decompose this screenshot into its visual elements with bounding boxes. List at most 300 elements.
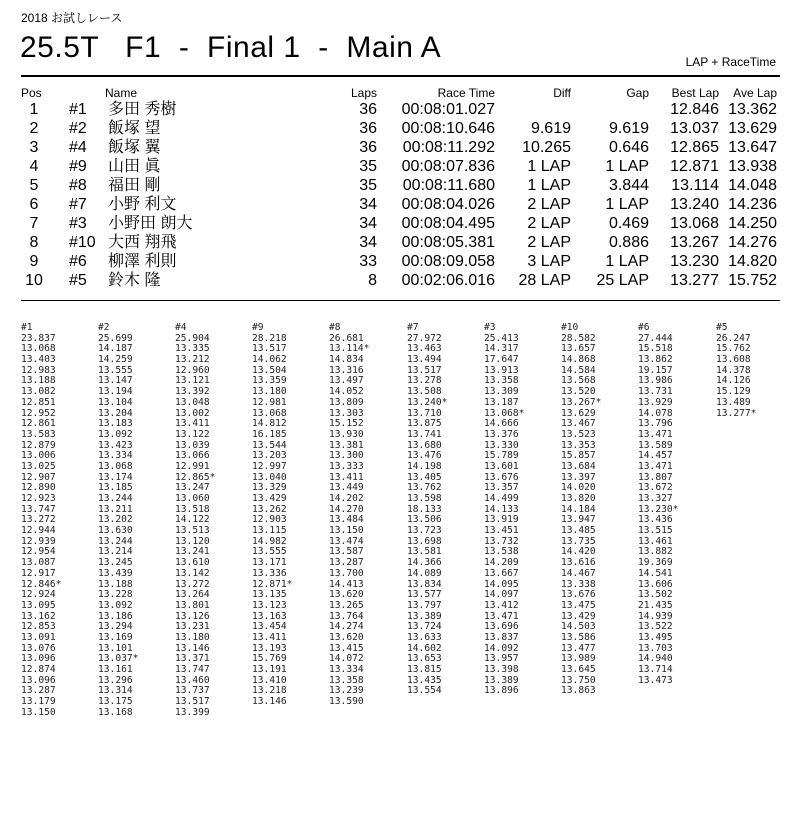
lap-time: 13.204 (98, 407, 133, 419)
table-row (21, 233, 781, 252)
lap-time: 13.399 (175, 706, 210, 718)
lap-time: 14.939 (638, 610, 673, 622)
lap-time: 13.171 (252, 557, 287, 569)
lap-time: 13.929 (638, 396, 673, 408)
lap-time: 13.616 (561, 557, 596, 569)
lap-time: 13.211 (98, 503, 133, 515)
lap-time: 13.429 (561, 610, 596, 622)
lap-time: 13.180 (252, 386, 287, 398)
lap-time: 13.461 (638, 535, 673, 547)
lap-time: 13.502 (638, 589, 673, 601)
lap-time: 13.653 (407, 653, 442, 665)
lap-time: 13.517 (407, 364, 442, 376)
lap-time: 13.986 (638, 375, 673, 387)
lap-time: 13.451 (484, 525, 519, 537)
lap-time: 13.807 (638, 471, 673, 483)
lap-time: 13.228 (98, 589, 133, 601)
lap-time: 13.710 (407, 407, 442, 419)
lap-time: 13.168 (98, 706, 133, 718)
lap-time: 21.435 (638, 599, 673, 611)
lap-time: 14.413 (329, 578, 364, 590)
car-number: #3 (69, 215, 87, 232)
lap-time: 13.267* (561, 396, 602, 408)
lap-time: 13.218 (252, 685, 287, 697)
lap-time: 26.681 (329, 332, 364, 344)
lap-time: 13.467 (561, 418, 596, 430)
lap-time: 14.940 (638, 653, 673, 665)
lap-time: 13.163 (252, 610, 287, 622)
lap-time: 14.982 (252, 535, 287, 547)
lap-time: 13.411 (329, 471, 364, 483)
lap-time: 13.180 (175, 631, 210, 643)
page-title: 25.5T F1 - Final 1 - Main A (20, 31, 442, 64)
best-lap: 13.037 (670, 120, 719, 137)
result-pos: 5 (29, 177, 39, 194)
lap-time: 13.193 (252, 642, 287, 654)
lap-time: 13.747 (175, 664, 210, 675)
result-pos: 4 (29, 158, 39, 175)
lap-time: 13.735 (561, 535, 596, 547)
header-laps: Laps (350, 86, 377, 100)
lap-time: 13.460 (175, 674, 210, 686)
result-gap: 3.844 (608, 177, 649, 194)
lap-time: 13.179 (21, 696, 56, 708)
lap-column-header: #6 (638, 322, 650, 333)
car-number: #7 (69, 196, 87, 213)
lap-time: 13.183 (98, 418, 133, 430)
ave-lap: 14.236 (728, 196, 777, 213)
race-time: 00:08:07.836 (401, 158, 495, 175)
lap-time: 14.834 (329, 354, 364, 366)
lap-time: 13.680 (407, 439, 442, 451)
lap-time: 13.076 (21, 642, 56, 654)
lap-time: 13.517 (252, 343, 287, 355)
lap-time: 12.865* (175, 471, 216, 483)
lap-time: 14.499 (484, 493, 519, 504)
lap-time: 13.060 (175, 493, 210, 504)
lap-time: 13.087 (21, 557, 56, 569)
best-lap: 13.068 (670, 215, 719, 232)
car-number: #10 (69, 234, 96, 251)
result-pos: 3 (29, 139, 39, 156)
lap-time: 27.972 (407, 332, 442, 344)
lap-time: 12.917 (21, 567, 56, 579)
lap-time: 13.606 (638, 578, 673, 590)
lap-time: 13.475 (561, 599, 596, 611)
lap-time: 13.796 (638, 418, 673, 430)
lap-time: 13.114* (329, 343, 370, 355)
lap-time: 13.436 (638, 514, 673, 526)
lap-time: 12.924 (21, 589, 56, 601)
lap-time: 13.506 (407, 514, 442, 526)
lap-time: 13.930 (329, 428, 364, 440)
best-lap: 12.865 (670, 139, 719, 156)
lap-time: 13.316 (329, 364, 364, 376)
lap-time: 13.429 (252, 493, 287, 504)
lap-time: 13.882 (638, 546, 673, 558)
lap-time: 13.473 (638, 674, 673, 686)
lap-time: 12.890 (21, 482, 56, 494)
lap-time: 14.467 (561, 567, 596, 579)
lap-time: 13.476 (407, 450, 442, 462)
result-pos: 9 (29, 253, 39, 270)
header-name: Name (105, 86, 138, 100)
lap-time: 13.471 (638, 428, 673, 440)
lap-time: 14.198 (407, 460, 442, 472)
table-row (21, 176, 781, 195)
lap-time: 25.413 (484, 332, 519, 344)
lap-time: 13.359 (252, 375, 287, 387)
lap-time: 13.989 (561, 653, 596, 665)
lap-time: 13.392 (175, 386, 210, 398)
lap-time: 13.589 (638, 439, 673, 451)
lap-time: 13.411 (175, 418, 210, 430)
car-number: #5 (69, 272, 87, 289)
table-row (21, 119, 781, 138)
lap-time: 13.146 (175, 642, 210, 654)
lap-time: 15.152 (329, 418, 364, 430)
lap-time: 12.960 (175, 364, 210, 376)
lap-time: 13.517 (175, 696, 210, 708)
lap-time: 13.120 (175, 535, 210, 547)
lap-time: 13.334 (98, 450, 133, 462)
lap-time: 13.629 (561, 407, 596, 419)
lap-time: 13.202 (98, 514, 133, 526)
best-lap: 13.267 (670, 234, 719, 251)
lap-time: 13.126 (175, 610, 210, 622)
lap-time: 14.097 (484, 589, 519, 601)
lap-time: 13.357 (484, 482, 519, 494)
lap-time: 13.620 (329, 631, 364, 643)
result-gap: 0.886 (608, 234, 649, 251)
lap-time: 13.672 (638, 482, 673, 494)
lap-time: 13.449 (329, 482, 364, 494)
best-lap: 13.114 (671, 177, 719, 194)
lap-time: 14.812 (252, 418, 287, 430)
lap-time: 13.555 (252, 546, 287, 558)
lap-time: 13.188 (98, 578, 133, 590)
lap-time: 13.494 (407, 354, 442, 366)
header-ave-lap: Ave Lap (733, 86, 777, 100)
result-laps: 35 (359, 177, 377, 194)
lap-time: 13.608 (716, 354, 751, 366)
table-row (21, 214, 781, 233)
lap-time: 13.583 (21, 428, 56, 440)
lap-time: 13.919 (484, 514, 519, 526)
lap-time: 14.457 (638, 450, 673, 462)
results-header (21, 86, 781, 100)
best-lap: 13.240 (670, 196, 719, 213)
result-laps: 33 (359, 253, 377, 270)
driver-name: 飯塚 望 (108, 120, 161, 137)
lap-time: 12.991 (175, 460, 210, 472)
lap-time: 12.944 (21, 525, 56, 537)
result-gap: 1 LAP (605, 158, 649, 175)
lap-time: 13.474 (329, 535, 364, 547)
lap-time: 14.122 (175, 514, 210, 526)
lap-time: 12.879 (21, 439, 56, 451)
lap-time: 17.647 (484, 354, 519, 366)
lap-time: 13.657 (561, 343, 596, 355)
lap-time: 12.871* (252, 578, 293, 590)
race-time: 00:08:04.495 (401, 215, 495, 232)
lap-time: 13.039 (175, 439, 210, 451)
lap-time: 13.645 (561, 664, 596, 675)
driver-name: 山田 眞 (108, 158, 161, 175)
lap-time: 13.703 (638, 642, 673, 654)
lap-time: 13.489 (716, 396, 751, 408)
table-row (21, 252, 781, 271)
result-laps: 36 (359, 139, 377, 156)
best-lap: 12.871 (670, 158, 719, 175)
lap-time: 13.092 (98, 428, 133, 440)
lap-time: 13.068* (484, 407, 525, 419)
lap-time: 13.471 (484, 610, 519, 622)
ave-lap: 13.647 (728, 139, 777, 156)
lap-time: 13.477 (561, 642, 596, 654)
lap-time: 13.554 (407, 685, 442, 697)
lap-time: 13.412 (484, 599, 519, 611)
lap-time: 13.336 (252, 567, 287, 579)
lap-time: 13.371 (175, 653, 210, 665)
lap-time: 13.353 (561, 439, 596, 451)
lap-time: 13.358 (484, 375, 519, 387)
lap-column (98, 323, 138, 718)
lap-time: 13.508 (407, 386, 442, 398)
lap-time: 13.405 (407, 471, 442, 483)
lap-time: 13.231 (175, 621, 210, 633)
result-gap: 25 LAP (596, 272, 649, 289)
lap-time: 13.002 (175, 407, 210, 419)
lap-time: 13.247 (175, 482, 210, 494)
result-laps: 36 (359, 101, 377, 118)
ave-lap: 13.362 (728, 101, 777, 118)
lap-column-header: #3 (484, 322, 496, 333)
lap-time: 13.523 (561, 428, 596, 440)
lap-time: 13.040 (252, 471, 287, 483)
lap-time: 12.903 (252, 514, 287, 526)
lap-time: 13.389 (407, 610, 442, 622)
result-gap: 0.469 (608, 215, 649, 232)
lap-time: 13.169 (98, 631, 133, 643)
lap-time: 13.454 (252, 621, 287, 633)
lap-time: 13.303 (329, 407, 364, 419)
ave-lap: 14.048 (728, 177, 777, 194)
lap-time: 13.568 (561, 375, 596, 387)
lap-time: 13.676 (561, 589, 596, 601)
lap-time: 13.471 (638, 460, 673, 472)
lap-time: 13.187 (484, 396, 519, 408)
lap-time: 13.538 (484, 546, 519, 558)
result-pos: 1 (29, 101, 39, 118)
lap-time: 15.769 (252, 653, 287, 665)
result-pos: 7 (29, 215, 39, 232)
lap-column (716, 323, 756, 419)
lap-time: 13.587 (329, 546, 364, 558)
lap-time: 13.737 (175, 685, 210, 697)
race-time: 00:08:11.292 (402, 139, 495, 156)
lap-time: 13.630 (98, 525, 133, 537)
lap-time: 14.078 (638, 407, 673, 419)
lap-time: 13.025 (21, 460, 56, 472)
lap-time: 14.092 (484, 642, 519, 654)
lap-time: 13.522 (638, 621, 673, 633)
lap-time: 13.520 (561, 386, 596, 398)
lap-time: 13.174 (98, 471, 133, 483)
lap-time: 13.815 (407, 664, 442, 675)
result-laps: 34 (359, 234, 377, 251)
lap-time: 13.245 (98, 557, 133, 569)
result-diff: 1 LAP (527, 158, 571, 175)
lap-time: 14.259 (98, 354, 133, 366)
ave-lap: 13.629 (728, 120, 777, 137)
race-time: 00:08:04.026 (401, 196, 495, 213)
driver-name: 福田 剛 (108, 177, 161, 194)
lap-time: 13.504 (252, 364, 287, 376)
lap-time: 13.175 (98, 696, 133, 708)
lap-time: 13.048 (175, 396, 210, 408)
result-gap: 1 LAP (605, 253, 649, 270)
best-lap: 13.277 (670, 272, 719, 289)
lap-time: 14.095 (484, 578, 519, 590)
table-row (21, 100, 781, 119)
lap-time: 13.241 (175, 546, 210, 558)
lap-time: 14.378 (716, 364, 751, 376)
car-number: #4 (69, 139, 87, 156)
table-row (21, 271, 781, 290)
lap-time: 13.150 (21, 706, 56, 718)
driver-name: 小野田 朗大 (108, 215, 193, 232)
lap-time: 13.495 (638, 631, 673, 643)
lap-time: 14.541 (638, 567, 673, 579)
lap-time: 13.091 (21, 631, 56, 643)
lap-time: 13.329 (252, 482, 287, 494)
lap-time: 13.515 (638, 525, 673, 537)
lap-time: 14.020 (561, 482, 596, 494)
lap-time: 15.762 (716, 343, 751, 355)
best-lap: 13.230 (670, 253, 719, 270)
lap-time: 13.376 (484, 428, 519, 440)
lap-time: 13.410 (252, 674, 287, 686)
lap-time: 13.095 (21, 599, 56, 611)
race-time: 00:08:01.027 (401, 101, 495, 118)
result-gap: 1 LAP (605, 196, 649, 213)
result-diff: 3 LAP (527, 253, 571, 270)
lap-time: 13.162 (21, 610, 56, 622)
lap-time: 13.123 (252, 599, 287, 611)
driver-name: 多田 秀樹 (108, 101, 177, 118)
lap-time: 14.666 (484, 418, 519, 430)
lap-time: 13.309 (484, 386, 519, 398)
best-lap: 12.846 (670, 101, 719, 118)
driver-name: 小野 利文 (108, 196, 177, 213)
lap-time: 13.287 (329, 557, 364, 569)
result-diff: 2 LAP (527, 234, 571, 251)
lap-time: 13.191 (252, 664, 287, 675)
lap-time: 13.435 (407, 674, 442, 686)
lap-time: 12.874 (21, 664, 56, 675)
lap-time: 15.129 (716, 386, 751, 398)
lap-time: 13.186 (98, 610, 133, 622)
lap-time: 12.939 (21, 535, 56, 547)
lap-time: 23.837 (21, 332, 56, 344)
header-race-time: Race Time (437, 86, 495, 100)
lap-time: 13.334 (329, 664, 364, 675)
lap-time: 14.366 (407, 557, 442, 569)
lap-time: 13.732 (484, 535, 519, 547)
result-laps: 34 (359, 215, 377, 232)
lap-time: 13.896 (484, 685, 519, 697)
lap-time: 13.294 (98, 621, 133, 633)
lap-time: 25.904 (175, 332, 210, 344)
result-pos: 8 (29, 234, 39, 251)
table-row (21, 138, 781, 157)
lap-time: 13.212 (175, 354, 210, 366)
lap-time: 28.582 (561, 332, 596, 344)
lap-time: 13.188 (21, 375, 56, 387)
lap-time: 13.698 (407, 535, 442, 547)
lap-time: 13.577 (407, 589, 442, 601)
lap-time: 13.122 (175, 428, 210, 440)
lap-time: 13.620 (329, 589, 364, 601)
lap-time: 13.121 (175, 375, 210, 387)
lap-time: 13.863 (561, 685, 596, 697)
lap-time: 14.503 (561, 621, 596, 633)
results-rule (21, 300, 780, 301)
lap-time: 13.135 (252, 589, 287, 601)
lap-column-header: #7 (407, 322, 419, 333)
lap-column (175, 323, 215, 718)
lap-time: 13.101 (98, 642, 133, 654)
lap-time: 13.485 (561, 525, 596, 537)
lap-time: 19.157 (638, 364, 673, 376)
results-table (21, 86, 781, 290)
lap-time: 28.218 (252, 332, 287, 344)
lap-time: 13.096 (21, 653, 56, 665)
table-row (21, 195, 781, 214)
lap-time: 13.913 (484, 364, 519, 376)
lap-time: 13.068 (21, 343, 56, 355)
lap-time: 12.923 (21, 493, 56, 504)
lap-time: 13.586 (561, 631, 596, 643)
lap-time: 13.244 (98, 493, 133, 504)
ave-lap: 14.250 (728, 215, 777, 232)
car-number: #6 (69, 253, 87, 270)
lap-time: 13.244 (98, 535, 133, 547)
lap-time: 13.150 (329, 525, 364, 537)
lap-time: 12.954 (21, 546, 56, 558)
lap-time: 19.369 (638, 557, 673, 569)
lap-time: 12.983 (21, 364, 56, 376)
lap-time: 12.907 (21, 471, 56, 483)
race-time: 00:08:09.058 (401, 253, 495, 270)
lap-time: 13.513 (175, 525, 210, 537)
lap-time: 14.052 (329, 386, 364, 398)
result-pos: 6 (29, 196, 39, 213)
lap-time: 15.857 (561, 450, 596, 462)
lap-time: 13.581 (407, 546, 442, 558)
lap-time: 13.633 (407, 631, 442, 643)
lap-time: 13.684 (561, 460, 596, 472)
lap-time: 13.862 (638, 354, 673, 366)
lap-time: 13.066 (175, 450, 210, 462)
lap-time: 13.403 (21, 354, 56, 366)
lap-time: 26.247 (716, 332, 751, 344)
lap-time: 13.439 (98, 567, 133, 579)
car-number: #2 (69, 120, 87, 137)
lap-time: 13.518 (175, 503, 210, 515)
header-best-lap: Best Lap (671, 86, 719, 100)
